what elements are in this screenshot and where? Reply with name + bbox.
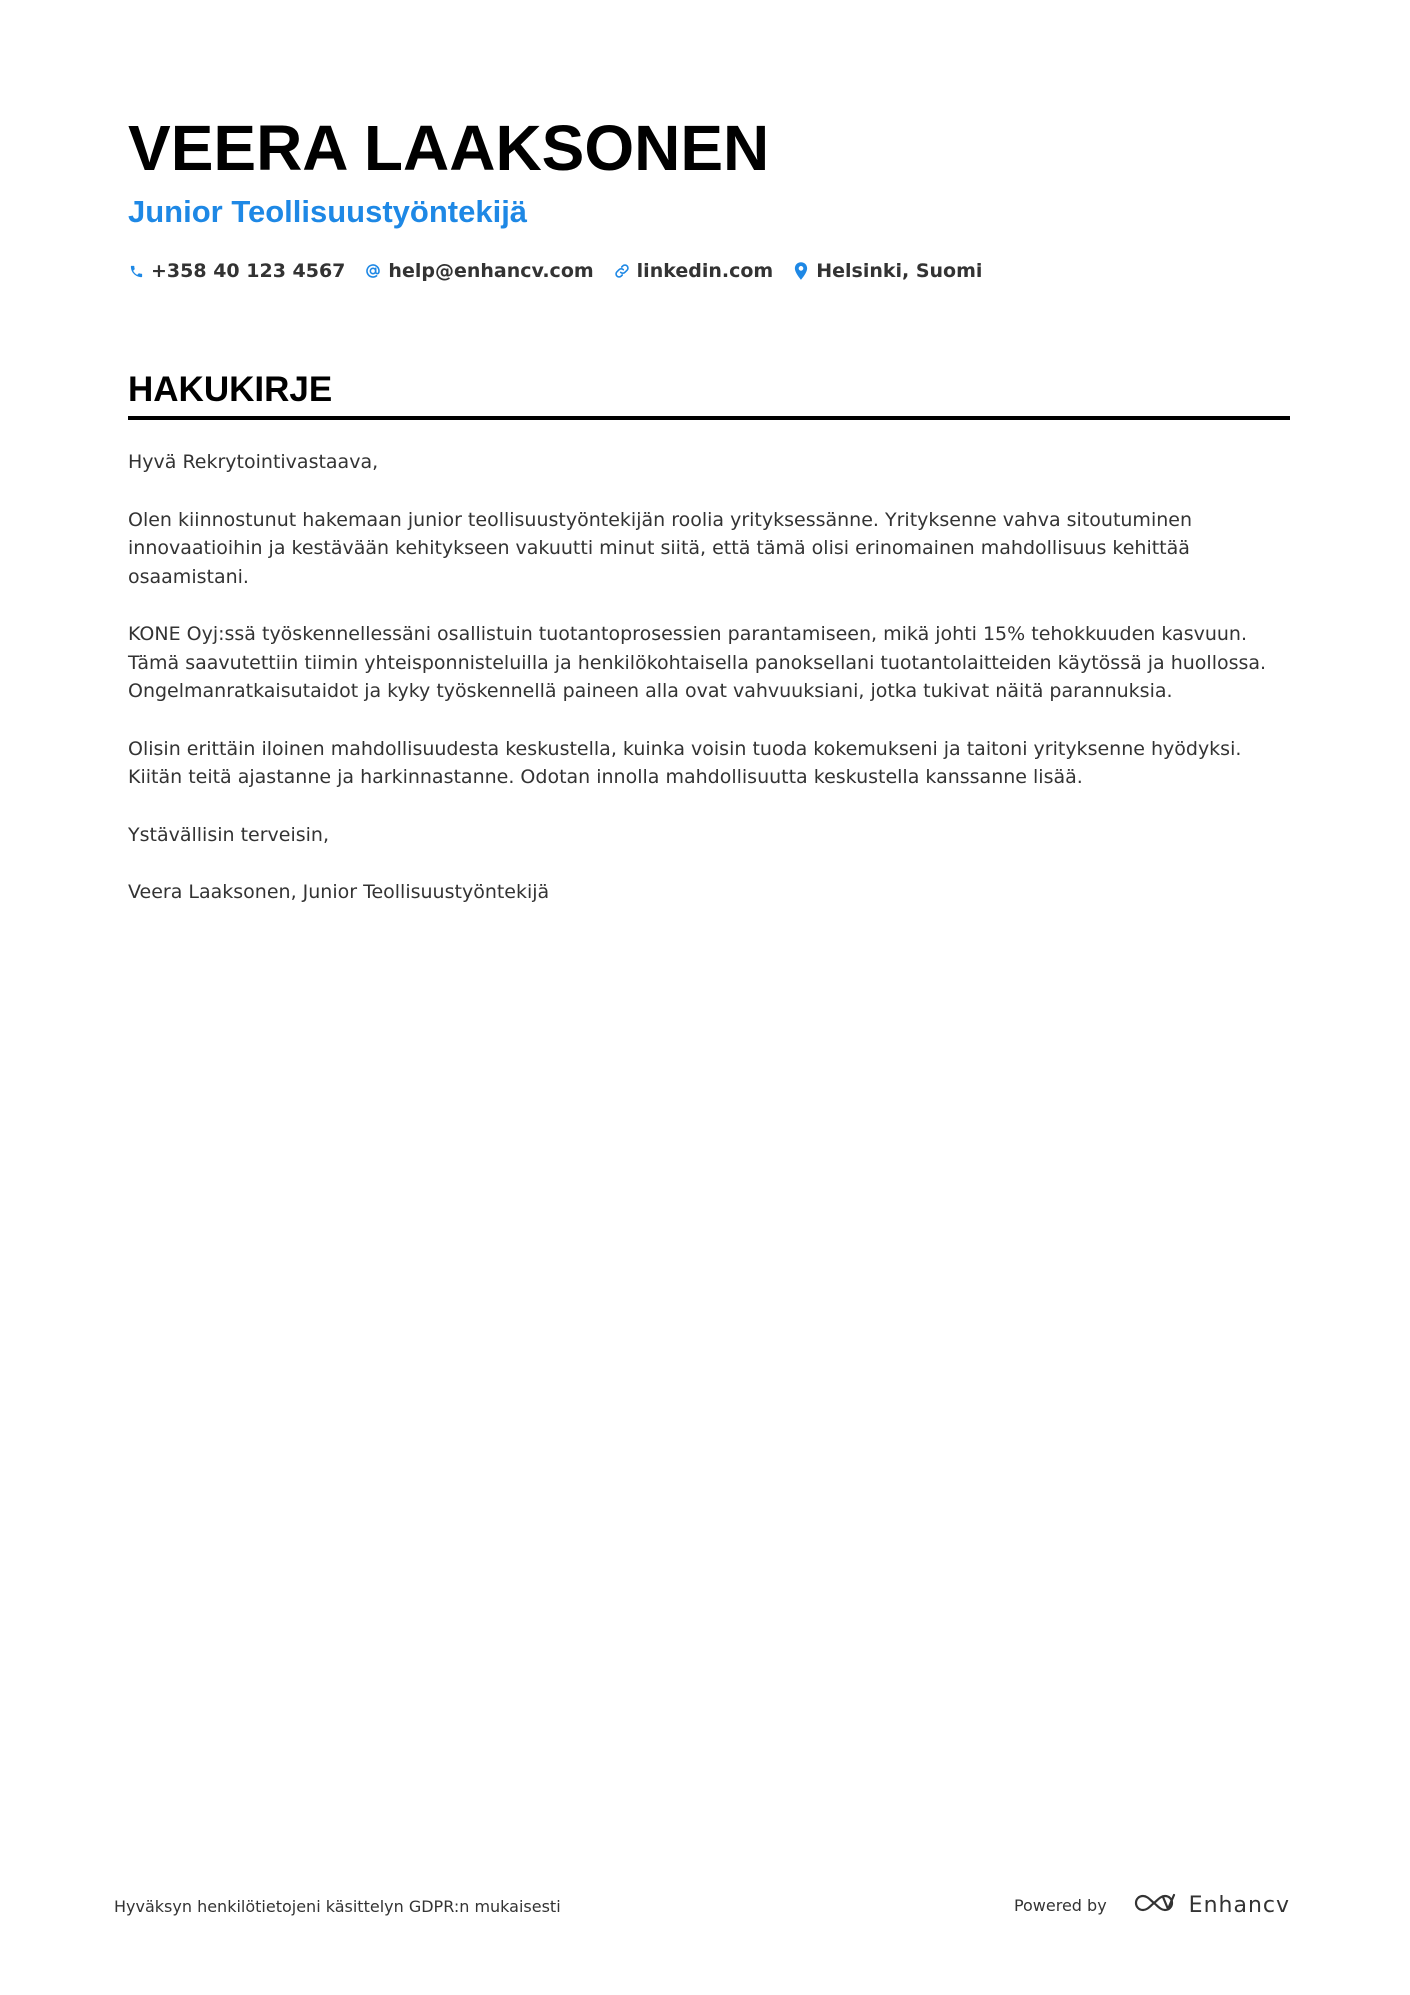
letter-greeting: Hyvä Rekrytointivastaava, bbox=[128, 451, 379, 473]
powered-by-label: Powered by bbox=[1013, 1895, 1107, 1915]
contact-email[interactable] bbox=[365, 260, 593, 282]
link-icon bbox=[614, 262, 630, 280]
at-icon bbox=[365, 262, 381, 280]
candidate-name: VEERA LAAKSONEN bbox=[128, 112, 770, 184]
section-divider bbox=[128, 416, 1290, 420]
candidate-title: Junior Teollisuustyöntekijä bbox=[128, 194, 528, 229]
phone-icon bbox=[128, 262, 144, 280]
contact-email-text: help@enhancv.com bbox=[388, 260, 594, 282]
letter-paragraph-2: KONE Oyj:ssä työskennellessäni osallistuin tuotantoprosessien parantamiseen, mikä johti 15% tehokkuuden kasvuun. Tämä saavutettiin tiimin yhteisponnisteluilla ja henkilökohtaisella panoksellani tuotantolaitteiden käytössä ja huollossa. Ongelmanratkaisutaidot ja kyky työskennellä paineen alla ovat vahvuuksiani, jotka tukivat näitä parannuksia. bbox=[128, 623, 1267, 702]
letter-paragraph-3: Olisin erittäin iloinen mahdollisuudesta keskustella, kuinka voisin tuoda kokemukseni ja taitoni yrityksenne hyödyksi. Kiitän teitä ajastanne ja harkinnastanne. Odotan innolla mahdollisuutta keskustella kanssanne lisää. bbox=[128, 737, 1242, 788]
contact-linkedin-text: linkedin.com bbox=[636, 260, 774, 282]
contact-linkedin[interactable] bbox=[614, 260, 774, 282]
cover-letter-section bbox=[128, 368, 1290, 936]
section-title: HAKUKIRJE bbox=[128, 370, 333, 409]
enhancv-logo-icon bbox=[1133, 1891, 1179, 1919]
contact-phone bbox=[128, 260, 345, 282]
contact-location-text: Helsinki, Suomi bbox=[816, 260, 983, 282]
letter-signature: Veera Laaksonen, Junior Teollisuustyöntekijä bbox=[128, 881, 550, 903]
powered-by[interactable] bbox=[1014, 1891, 1290, 1919]
contact-row bbox=[128, 260, 1290, 282]
contact-phone-text: +358 40 123 4567 bbox=[151, 260, 346, 282]
letter-closing: Ystävällisin terveisin, bbox=[128, 823, 330, 846]
resume-header bbox=[128, 110, 1290, 282]
enhancv-brand-name: Enhancv bbox=[1188, 1892, 1290, 1918]
gdpr-consent-text: Hyväksyn henkilötietojeni käsittelyn GDPR:n mukaisesti bbox=[114, 1897, 561, 1916]
contact-location bbox=[793, 260, 982, 282]
letter-body bbox=[128, 448, 1290, 907]
letter-paragraph-1: Olen kiinnostunut hakemaan junior teollisuustyöntekijän roolia yrityksessänne. Yrityksenne vahva sitoutuminen innovaatioihin ja kestävään kehitykseen vakuutti minut siitä, että tämä olisi erinomainen mahdollisuus kehittää osaamistani. bbox=[128, 508, 1192, 588]
page-footer bbox=[114, 1893, 1290, 1923]
enhancv-brand[interactable] bbox=[1133, 1891, 1290, 1919]
location-pin-icon bbox=[793, 262, 809, 280]
